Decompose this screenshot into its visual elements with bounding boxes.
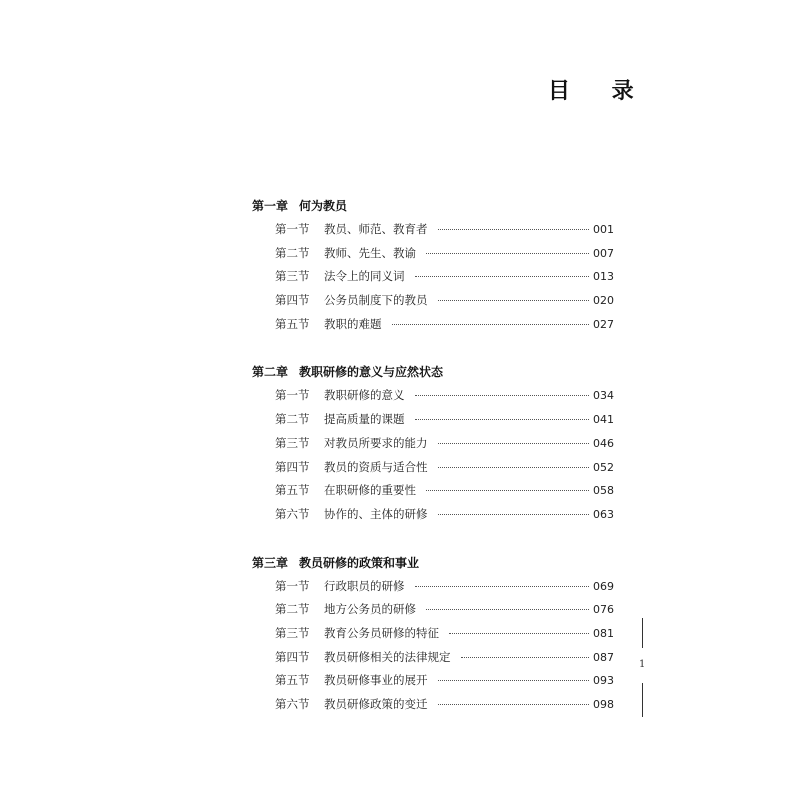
dot-leader xyxy=(415,586,590,587)
toc-entry[interactable] xyxy=(252,384,614,408)
chapter-title: 教职研修的意义与应然状态 xyxy=(299,365,444,380)
page-number: 013 xyxy=(593,270,614,284)
page-number: 046 xyxy=(593,436,614,450)
section-number: 第五节 xyxy=(275,673,310,688)
dot-leader xyxy=(415,276,590,277)
dot-leader xyxy=(438,467,590,468)
chapter-number: 第三章 xyxy=(252,555,289,570)
section-title: 法令上的同义词 xyxy=(324,269,405,284)
page-number: 034 xyxy=(593,389,614,403)
chapter-1 xyxy=(252,194,614,336)
toc-entry[interactable] xyxy=(252,598,614,622)
section-number: 第五节 xyxy=(275,483,310,498)
section-number: 第四节 xyxy=(275,293,310,308)
section-number: 第一节 xyxy=(275,388,310,403)
section-number: 第六节 xyxy=(275,697,310,711)
dot-leader xyxy=(438,704,590,705)
section-number: 第四节 xyxy=(275,649,310,664)
section-title: 教职研修的意义 xyxy=(324,388,405,403)
toc-entry[interactable] xyxy=(252,669,614,693)
dot-leader xyxy=(449,633,589,634)
page-number: 027 xyxy=(593,317,614,331)
page-number: 087 xyxy=(593,650,614,664)
section-title: 教师、先生、教谕 xyxy=(324,245,416,260)
section-title: 教职的难题 xyxy=(324,316,382,331)
section-number: 第三节 xyxy=(275,435,310,450)
section-number: 第六节 xyxy=(275,506,310,521)
toc-entry[interactable] xyxy=(252,693,614,717)
section-title: 对教员所要求的能力 xyxy=(324,435,428,450)
page-number: 052 xyxy=(593,460,614,474)
toc-entry[interactable] xyxy=(252,622,614,646)
dot-leader xyxy=(426,253,589,254)
chapter-heading[interactable] xyxy=(252,360,614,384)
dot-leader xyxy=(438,514,590,515)
dot-leader xyxy=(438,443,590,444)
chapter-heading[interactable] xyxy=(252,194,614,218)
section-title: 教育公务员研修的特征 xyxy=(324,625,439,640)
section-number: 第一节 xyxy=(275,222,310,236)
dot-leader xyxy=(426,609,589,610)
chapter-title: 教员研修的政策和事业 xyxy=(299,555,420,570)
page-number: 093 xyxy=(593,674,614,688)
toc-entry[interactable] xyxy=(252,646,614,670)
section-number: 第二节 xyxy=(275,602,310,617)
section-title: 教员研修事业的展开 xyxy=(324,673,428,688)
toc-entry[interactable] xyxy=(252,432,614,456)
chapter-number: 第一章 xyxy=(252,199,289,213)
section-number: 第一节 xyxy=(275,578,310,593)
page-number: 058 xyxy=(593,484,614,498)
toc-entry[interactable] xyxy=(252,218,614,242)
toc-entry[interactable] xyxy=(252,265,614,289)
page-number: 001 xyxy=(593,223,614,236)
section-number: 第二节 xyxy=(275,245,310,260)
toc-entry[interactable] xyxy=(252,456,614,480)
toc-entry[interactable] xyxy=(252,503,614,527)
section-title: 行政职员的研修 xyxy=(324,578,405,593)
dot-leader xyxy=(415,395,590,396)
chapter-heading[interactable] xyxy=(252,551,614,575)
section-title: 协作的、主体的研修 xyxy=(324,506,428,521)
section-title: 提高质量的课题 xyxy=(324,412,405,427)
chapter-2 xyxy=(252,360,614,526)
section-title: 在职研修的重要性 xyxy=(324,483,416,498)
section-number: 第二节 xyxy=(275,412,310,427)
page-number: 081 xyxy=(593,626,614,640)
toc-entry[interactable] xyxy=(252,313,614,337)
section-title: 教员的资质与适合性 xyxy=(324,459,428,474)
chapter-number: 第二章 xyxy=(252,365,289,380)
dot-leader xyxy=(415,419,590,420)
page-title: 目 录 xyxy=(548,79,651,104)
dot-leader xyxy=(461,657,590,658)
chapter-3 xyxy=(252,551,614,717)
section-title: 公务员制度下的教员 xyxy=(324,293,428,308)
section-title: 地方公务员的研修 xyxy=(324,602,416,617)
section-number: 第五节 xyxy=(275,316,310,331)
chapter-title: 何为教员 xyxy=(299,199,348,213)
section-number: 第三节 xyxy=(275,269,310,284)
toc-entry[interactable] xyxy=(252,289,614,313)
section-number: 第四节 xyxy=(275,459,310,474)
page-number: 041 xyxy=(593,413,614,427)
section-title: 教员、师范、教育者 xyxy=(324,222,428,236)
section-title: 教员研修相关的法律规定 xyxy=(324,649,451,664)
toc-entry[interactable] xyxy=(252,408,614,432)
page-number: 020 xyxy=(593,294,614,308)
section-title: 教员研修政策的变迁 xyxy=(324,697,428,711)
page-number: 076 xyxy=(593,603,614,617)
page-number: 007 xyxy=(593,246,614,260)
table-of-contents xyxy=(252,194,614,741)
toc-entry[interactable] xyxy=(252,242,614,266)
dot-leader xyxy=(438,680,590,681)
page-number: 069 xyxy=(593,579,614,593)
section-number: 第三节 xyxy=(275,625,310,640)
folio-rule-bottom xyxy=(642,683,643,717)
dot-leader xyxy=(438,300,590,301)
page-number: 098 xyxy=(593,698,614,711)
page-number: 063 xyxy=(593,507,614,521)
toc-entry[interactable] xyxy=(252,575,614,599)
dot-leader xyxy=(438,229,590,230)
toc-entry[interactable] xyxy=(252,479,614,503)
folio-page-number: 1 xyxy=(639,659,646,670)
dot-leader xyxy=(426,490,589,491)
dot-leader xyxy=(392,324,590,325)
folio-rule-top xyxy=(642,618,643,648)
